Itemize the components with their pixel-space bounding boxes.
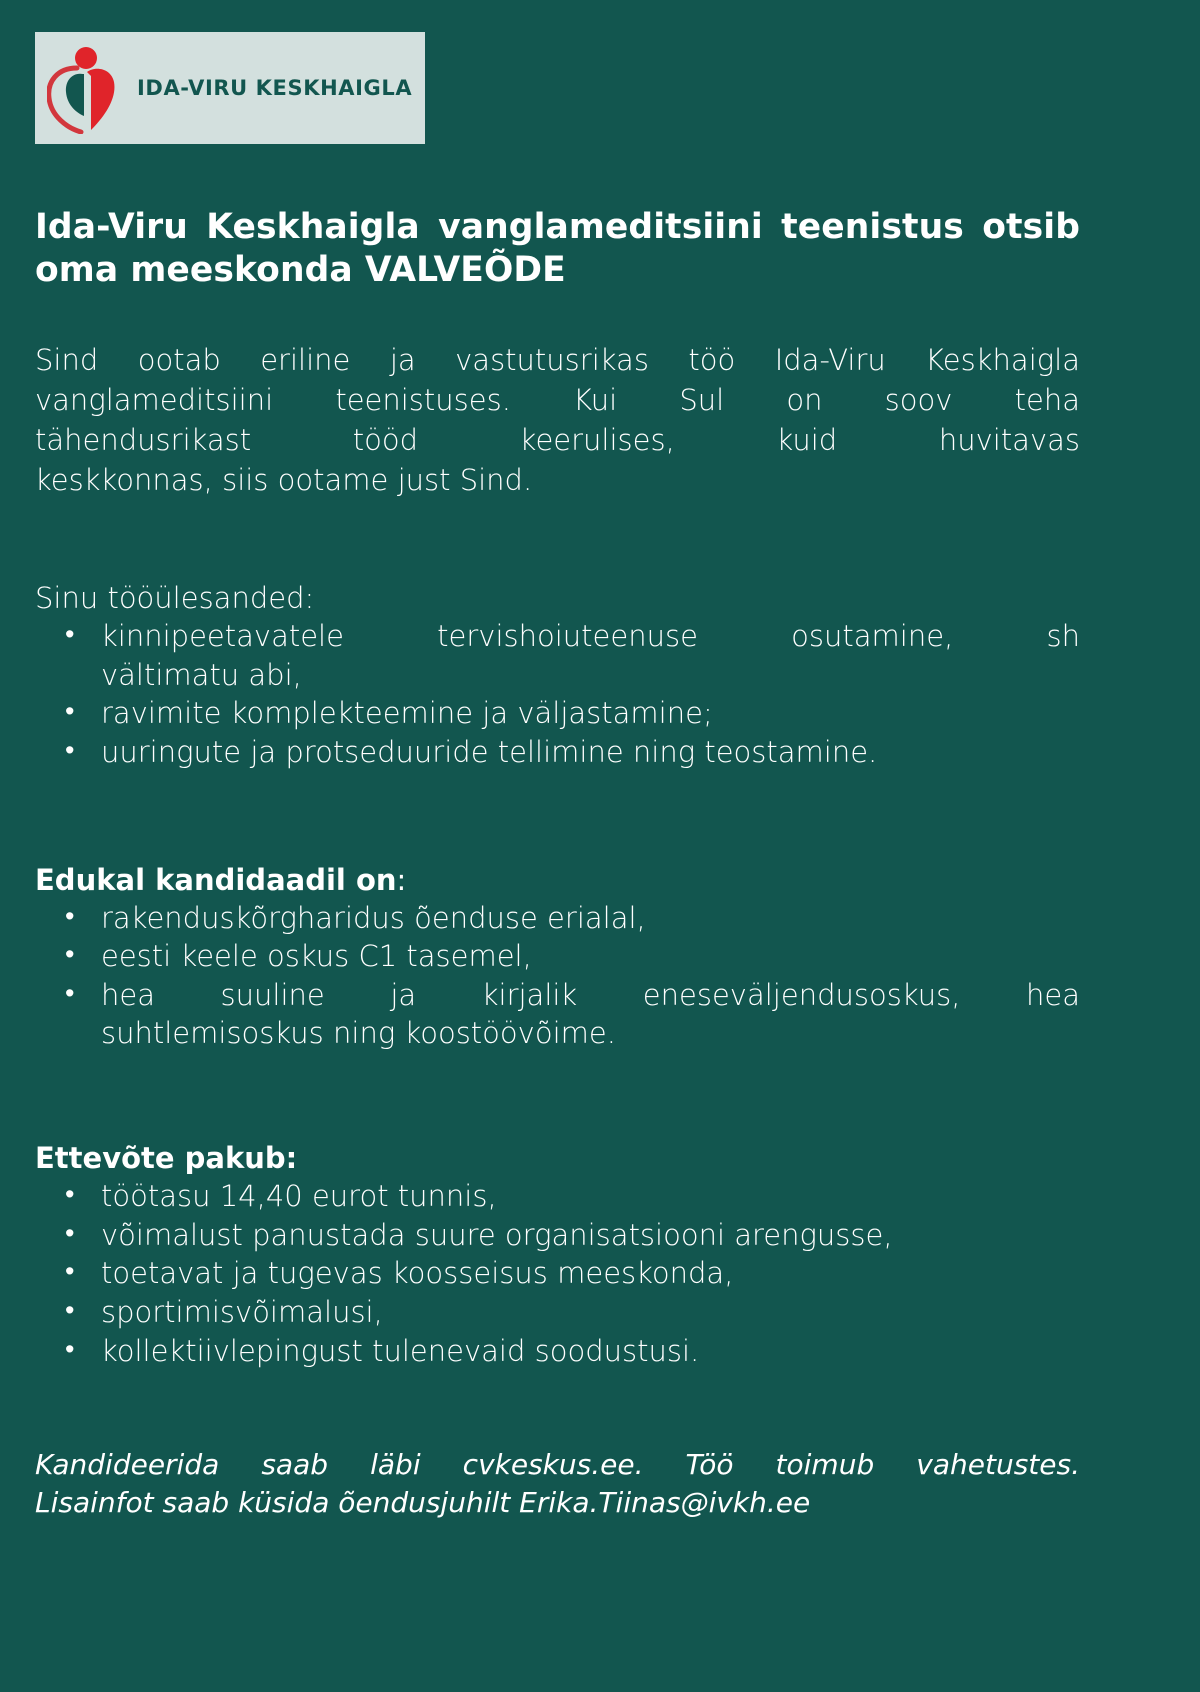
- tasks-item-0-line-1: • kinnipeetavatele tervishoiuteenuse osutamine, sh: [101, 619, 1080, 654]
- page-title: [35, 206, 1080, 293]
- section-candidate-heading-colon: :: [396, 862, 407, 897]
- list-item: [35, 617, 1080, 694]
- section-candidate: [35, 861, 1080, 1054]
- list-item: [35, 1216, 1080, 1255]
- offer-item-4-line-1: • kollektiivlepingust tulenevaid soodustusi.: [101, 1333, 700, 1368]
- offer-item-0-line-1: • töötasu 14,40 eurot tunnis,: [101, 1179, 497, 1214]
- intro-line-1: Sind ootab eriline ja vastutusrikas töö Ida-Viru Keskhaigla: [35, 342, 1080, 377]
- section-tasks: [35, 579, 1080, 772]
- logo-wordmark: IDA-VIRU KESKHAIGLA: [137, 76, 413, 100]
- application-footer: [35, 1446, 1080, 1522]
- candidate-item-1-line-1: • eesti keele oskus C1 tasemel,: [101, 939, 532, 974]
- tasks-item-0-line-2: vältimatu abi,: [101, 657, 302, 692]
- candidate-list: [35, 899, 1080, 1053]
- offer-item-1-line-1: • võimalust panustada suure organisatsiooni arengusse,: [101, 1217, 893, 1252]
- offer-item-2-line-1: • toetavat ja tugevas koosseisus meeskonda,: [101, 1256, 734, 1291]
- candidate-item-2-line-1: • hea suuline ja kirjalik eneseväljendusoskus, hea: [101, 977, 1080, 1012]
- section-offer: [35, 1139, 1080, 1370]
- list-item: [35, 1293, 1080, 1332]
- footer-line-2: Lisainfot saab küsida õendusjuhilt Erika.Tiinas@ivkh.ee: [35, 1485, 811, 1519]
- footer-line-1: Kandideerida saab läbi cvkeskus.ee. Töö toimub vahetustes.: [35, 1448, 1080, 1482]
- intro-line-3: tähendusrikast tööd keerulises, kuid huvitavas: [35, 422, 1080, 457]
- list-item: [35, 733, 1080, 772]
- ida-viru-keskhaigla-figure-heart-logo-icon: [47, 42, 125, 134]
- list-item: [35, 976, 1080, 1053]
- page-title-line-2: oma meeskonda VALVEÕDE: [35, 250, 566, 291]
- page-title-line-1: Ida-Viru Keskhaigla vanglameditsiini teenistus otsib: [35, 207, 1080, 247]
- section-candidate-heading-bold: Edukal kandidaadil on: [35, 862, 397, 897]
- list-item: [35, 1254, 1080, 1293]
- list-item: [35, 899, 1080, 938]
- list-item: [35, 1177, 1080, 1216]
- candidate-item-0-line-1: • rakenduskõrgharidus õenduse erialal,: [101, 900, 646, 935]
- list-item: [35, 694, 1080, 733]
- tasks-list: [35, 617, 1080, 771]
- section-candidate-heading: [35, 861, 1080, 899]
- list-item: [35, 937, 1080, 976]
- section-offer-heading: Ettevõte pakub:: [35, 1141, 298, 1176]
- offer-item-3-line-1: • sportimisvõimalusi,: [101, 1294, 383, 1329]
- intro-line-4: keskkonnas, siis ootame just Sind.: [35, 462, 533, 497]
- list-item: [35, 1332, 1080, 1371]
- section-tasks-heading: Sinu tööülesanded:: [35, 581, 315, 615]
- tasks-item-1-line-1: • ravimite komplekteemine ja väljastamine;: [101, 696, 713, 731]
- offer-list: [35, 1177, 1080, 1370]
- intro-paragraph: [35, 340, 1080, 500]
- candidate-item-2-line-2: suhtlemisoskus ning koostöövõime.: [101, 1016, 616, 1051]
- tasks-item-2-line-1: • uuringute ja protseduuride tellimine ning teostamine.: [101, 734, 878, 769]
- logo-band: [35, 32, 425, 144]
- intro-line-2: vanglameditsiini teenistuses. Kui Sul on soov teha: [35, 382, 1080, 417]
